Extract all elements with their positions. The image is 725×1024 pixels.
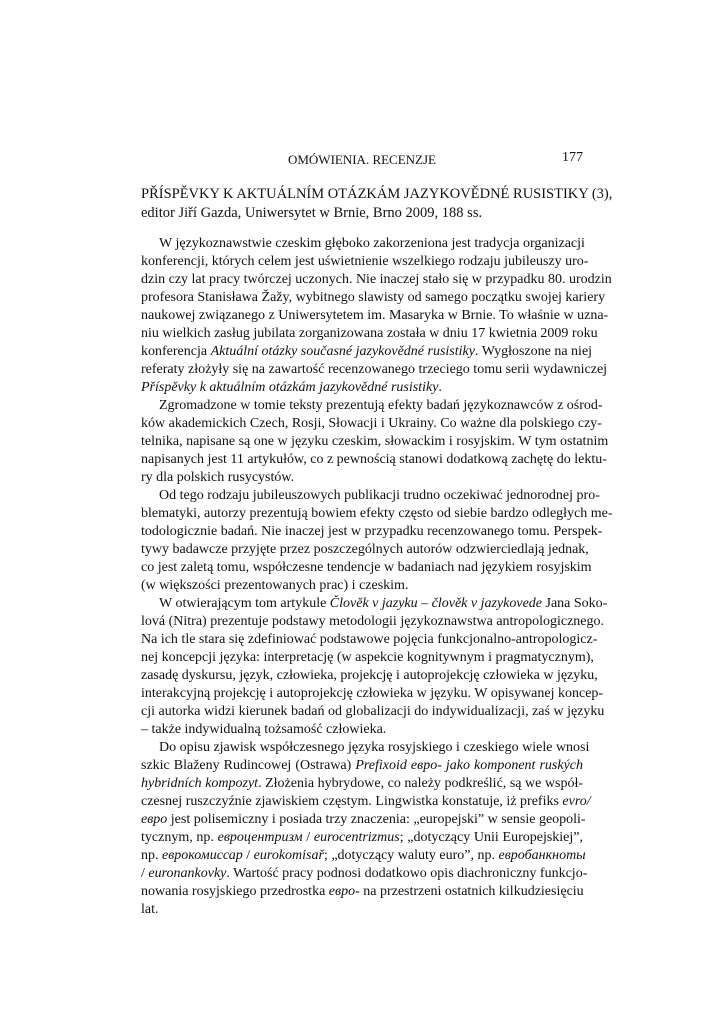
- text-run: . Wartość pracy podnosi dodatkowo opis diachroniczny funkcjo-: [226, 866, 588, 881]
- text-run: /: [242, 848, 254, 863]
- text-run: W językoznawstwie czeskim głęboko zakorzeniona jest tradycja organizacji: [159, 236, 585, 251]
- text-run: napisanych jest 11 artykułów, co z pewnością stanowi dodatkową zachętę do lektu-: [141, 452, 607, 467]
- text-line: [141, 811, 586, 829]
- text-run: blematyki, autorzy prezentują bowiem efekty często od siebie bardzo odległych me-: [141, 506, 613, 521]
- text-line: [141, 793, 591, 811]
- text-line: [141, 613, 605, 631]
- text-line: [141, 433, 609, 451]
- text-line: [141, 901, 583, 919]
- text-line: [141, 451, 607, 469]
- review-editor-line: editor Jiří Gazda, Uniwersytet w Brnie, Brno 2009, 188 ss.: [141, 205, 483, 221]
- text-line: [141, 703, 605, 721]
- paragraph: [141, 595, 608, 739]
- text-run: евроцентризм: [217, 830, 303, 845]
- paragraph: [141, 739, 591, 919]
- text-run: Zgromadzone w tomie teksty prezentują efekty badań językoznawców z ośrod-: [159, 398, 603, 413]
- text-line: [141, 235, 583, 253]
- text-line: [141, 559, 592, 577]
- text-run: nowania rosyjskiego przedrostka: [141, 884, 329, 899]
- text-run: ków akademickich Czech, Rosji, Słowacji i Ukrainy. Co ważne dla polskiego czy-: [141, 416, 602, 431]
- text-run: konferencja: [141, 344, 211, 359]
- text-line: [141, 739, 590, 757]
- text-run: (w większości prezentowanych prac) i czeskim.: [141, 578, 409, 593]
- text-run: евро-: [328, 884, 360, 899]
- text-run: Od tego rodzaju jubileuszowych publikacji trudno oczekiwać jednorodnej pro-: [159, 488, 600, 503]
- text-run: eurocentrizmus: [313, 830, 400, 845]
- text-run: hybridních kompozyt: [141, 776, 259, 791]
- text-line: [141, 271, 612, 289]
- text-line: [141, 649, 594, 667]
- text-line: [141, 523, 603, 541]
- text-line: [141, 487, 600, 505]
- text-line: [141, 685, 604, 703]
- paragraph: [141, 397, 609, 487]
- text-run: zasadę dyskursu, język, człowieka, projekcję i autoprojekcję człowieka w języku,: [141, 668, 598, 683]
- text-run: /: [302, 830, 314, 845]
- text-run: евробанкноты: [498, 848, 586, 863]
- text-run: profesora Stanisława Žažy, wybitnego slawisty od samego początku swojej kariery: [141, 290, 606, 305]
- text-run: . Złożenia hybrydowe, co należy podkreślić, są we współ-: [258, 776, 584, 791]
- text-run: tycznym, np.: [141, 830, 218, 845]
- text-run: Jana Soko-: [542, 596, 608, 611]
- text-line: [141, 505, 613, 523]
- text-run: – także indywidualną tożsamość człowieka.: [141, 722, 387, 737]
- text-run: W otwierającym tom artykule: [159, 596, 330, 611]
- text-run: todologicznie badań. Nie inaczej jest w przypadku recenzowanego tomu. Perspek-: [141, 524, 603, 539]
- text-run: telnika, napisane są one w języku czeskim, słowackim i rosyjskim. W tym ostatnim: [141, 434, 609, 449]
- text-run: czesnej ruszczyźnie zjawiskiem częstym. Lingwistka konstatuje, iż prefiks: [141, 794, 563, 809]
- review-body: [141, 235, 613, 919]
- paragraph: [141, 235, 612, 397]
- text-line: [141, 865, 588, 883]
- text-run: na przestrzeni ostatnich kilkudziesięciu: [359, 884, 584, 899]
- text-line: [141, 595, 608, 613]
- text-run: Příspěvky k aktuálním otázkám jazykovědné rusistiky: [141, 380, 439, 395]
- text-run: ; „dotyczący waluty euro”, np.: [323, 848, 499, 863]
- text-run: nej koncepcji języka: interpretację (w aspekcie kognitywnym i pragmatycznym),: [141, 650, 594, 665]
- text-run: cji autorka widzi kierunek badań od globalizacji do indywidualizacji, zaś w języku: [141, 704, 605, 719]
- text-run: евро: [141, 812, 168, 827]
- text-run: euronankovky: [148, 866, 227, 881]
- text-run: co jest zaletą tomu, współczesne tendencje w badaniach nad językiem rosyjskim: [141, 560, 592, 575]
- text-run: /: [141, 866, 149, 881]
- review-title: [141, 185, 613, 223]
- text-line: [141, 253, 589, 271]
- text-line: [141, 415, 602, 433]
- text-line: [141, 541, 589, 559]
- review-title-line: PŘÍSPĚVKY K AKTUÁLNÍM OTÁZKÁM JAZYKOVĚDNÉ RUSISTIKY (3),: [141, 186, 613, 202]
- text-line: [141, 307, 609, 325]
- text-line: [141, 343, 593, 361]
- text-line: [141, 397, 603, 415]
- text-run: Aktuální otázky současné jazykovědné rusistiky: [210, 344, 475, 359]
- text-run: np.: [141, 848, 162, 863]
- text-line: [141, 883, 583, 901]
- text-run: Prefixoid евро- jako komponent ruských: [355, 758, 583, 773]
- text-run: .: [438, 380, 442, 395]
- text-line: [141, 829, 583, 847]
- text-line: [141, 577, 583, 595]
- text-line: [141, 469, 583, 487]
- text-run: . Wygłoszone na niej: [474, 344, 593, 359]
- text-run: lová (Nitra) prezentuje podstawy metodologii językoznawstwa antropologicznego.: [141, 614, 605, 629]
- text-line: [141, 757, 583, 775]
- text-line: [141, 379, 583, 397]
- text-line: [141, 847, 586, 865]
- text-run: lat.: [141, 902, 159, 917]
- text-line: [141, 667, 598, 685]
- text-line: [141, 325, 598, 343]
- text-run: szkic Blaženy Rudincowej (Ostrawa): [141, 758, 356, 773]
- text-run: dzin czy lat pracy twórczej uczonych. Nie inaczej stało się w przypadku 80. urodzin: [141, 272, 612, 287]
- text-run: Do opisu zjawisk współczesnego języka rosyjskiego i czeskiego wiele wnosi: [159, 740, 590, 755]
- text-line: [141, 289, 606, 307]
- text-line: [141, 775, 583, 793]
- paragraph: [141, 487, 613, 595]
- page-header: [141, 150, 583, 168]
- text-run: naukowej związanego z Uniwersytetem im. Masaryka w Brnie. To właśnie w uzna-: [141, 308, 609, 323]
- text-run: ; „dotyczący Unii Europejskiej”,: [399, 830, 583, 845]
- running-title: OMÓWIENIA. RECENZJE: [287, 152, 437, 167]
- text-run: ry dla polskich rusycystów.: [141, 470, 295, 485]
- text-line: [141, 361, 608, 379]
- text-run: interakcyjną projekcję i autoprojekcję człowieka w języku. W opisywanej koncep-: [141, 686, 604, 701]
- text-run: tywy badawcze przyjęte przez poszczególnych autorów odzwierciedlają jednak,: [141, 542, 589, 557]
- text-line: [141, 721, 583, 739]
- text-run: Na ich tle stara się zdefiniować podstawowe pojęcia funkcjonalno-antropologicz-: [141, 632, 598, 647]
- text-run: eurokomisař: [253, 848, 324, 863]
- text-run: niu wielkich zasług jubilata zorganizowana została w dniu 17 kwietnia 2009 roku: [141, 326, 598, 341]
- text-run: evro/: [562, 794, 591, 809]
- text-run: еврокомиссар: [162, 848, 243, 863]
- page-number: 177: [562, 150, 583, 165]
- text-run: jest polisemiczny i posiada trzy znaczenia: „europejski” w sensie geopoli-: [167, 812, 586, 827]
- text-run: referaty złożyły się na zawartość recenzowanego trzeciego tomu serii wydawniczej: [141, 362, 608, 377]
- text-run: konferencji, których celem jest uświetnienie wszelkiego rodzaju jubileuszy uro-: [141, 254, 589, 269]
- text-line: [141, 631, 598, 649]
- text-run: Člověk v jazyku – člověk v jazykovede: [329, 596, 543, 611]
